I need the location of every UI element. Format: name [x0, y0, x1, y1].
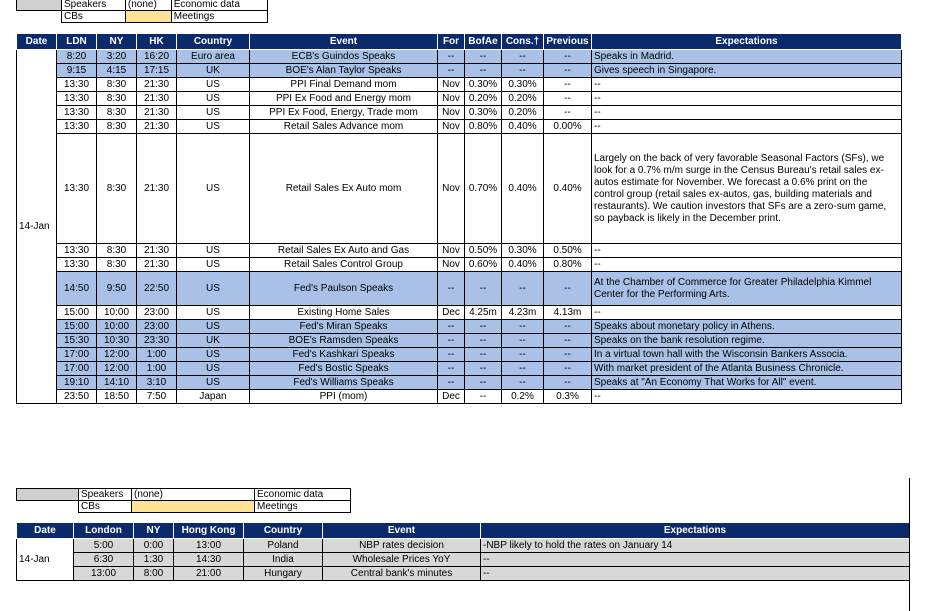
cell-exp: -- — [592, 244, 902, 258]
table-row — [17, 64, 902, 78]
cell-cons: 4.23m — [502, 306, 544, 320]
cell-exp: -- — [592, 306, 902, 320]
cell-ny: 3:20 — [97, 50, 137, 64]
cell-country: US — [177, 376, 250, 390]
cell-exp: -NBP likely to hold the rates on January 14 — [481, 539, 910, 553]
cell-country: US — [177, 106, 250, 120]
cell-event: NBP rates decision — [323, 539, 481, 553]
cell-prev: -- — [544, 106, 592, 120]
table-row — [17, 92, 902, 106]
table-row — [17, 272, 902, 306]
cell-prev: -- — [544, 272, 592, 306]
cell-bofa: 0.60% — [465, 258, 502, 272]
calendar-table-main — [16, 33, 902, 404]
table-row — [17, 50, 902, 64]
cell-ldn: 13:30 — [57, 134, 97, 244]
cell-hk: 21:30 — [137, 92, 177, 106]
cell-ldn: 9:15 — [57, 64, 97, 78]
cell-for: -- — [438, 320, 465, 334]
cell-event: Retail Sales Ex Auto and Gas — [250, 244, 438, 258]
cell-country: US — [177, 92, 250, 106]
cell-london: 5:00 — [74, 539, 134, 553]
legend-economic: Economic data — [255, 489, 351, 501]
legend-none: (none) — [132, 489, 255, 501]
cell-hk: 1:00 — [137, 348, 177, 362]
cell-bofa: -- — [465, 320, 502, 334]
legend-swatch — [17, 0, 62, 11]
cell-ny: 8:30 — [97, 78, 137, 92]
legend-economic: Economic data — [171, 0, 267, 11]
cell-cons: 0.20% — [502, 106, 544, 120]
legend-cbs: CBs — [62, 11, 126, 23]
cell-exp: -- — [592, 390, 902, 404]
cell-hk: 21:30 — [137, 258, 177, 272]
cell-ldn: 23:50 — [57, 390, 97, 404]
cell-ny: 8:30 — [97, 92, 137, 106]
cell-hk: 23:00 — [137, 306, 177, 320]
cell-ny: 8:30 — [97, 244, 137, 258]
column-header: Cons.† — [502, 34, 544, 50]
table-row — [17, 258, 902, 272]
cell-hk: 21:30 — [137, 106, 177, 120]
cell-for: Nov — [438, 78, 465, 92]
cell-for: -- — [438, 334, 465, 348]
cell-bofa: -- — [465, 376, 502, 390]
cell-exp: -- — [592, 92, 902, 106]
cell-exp: Speaks in Madrid. — [592, 50, 902, 64]
cell-ny: 4:15 — [97, 64, 137, 78]
cell-for: Dec — [438, 390, 465, 404]
cell-exp: Speaks at "An Economy That Works for All" event. — [592, 376, 902, 390]
table-row — [17, 539, 910, 553]
cell-event: Fed's Bostic Speaks — [250, 362, 438, 376]
cell-hk: 16:20 — [137, 50, 177, 64]
column-header: NY — [134, 523, 174, 539]
column-header: Hong Kong — [174, 523, 244, 539]
table-row — [17, 320, 902, 334]
cell-cons: -- — [502, 334, 544, 348]
cell-event: BOE's Ramsden Speaks — [250, 334, 438, 348]
cell-prev: -- — [544, 78, 592, 92]
cell-bofa: 0.30% — [465, 106, 502, 120]
cell-exp: -- — [592, 78, 902, 92]
cell-event: Central bank's minutes — [323, 567, 481, 581]
table-row — [17, 553, 910, 567]
cell-ldn: 15:30 — [57, 334, 97, 348]
cell-hk: 3:10 — [137, 376, 177, 390]
cell-bofa: 0.70% — [465, 134, 502, 244]
legend-speakers: Speakers — [79, 489, 132, 501]
cell-hk: 23:00 — [137, 320, 177, 334]
legend-none: (none) — [125, 0, 171, 11]
cell-london: 6:30 — [74, 553, 134, 567]
cell-for: Nov — [438, 106, 465, 120]
cell-ny: 0:00 — [134, 539, 174, 553]
cell-event: PPI Ex Food and Energy mom — [250, 92, 438, 106]
table-row — [17, 78, 902, 92]
cell-ny: 1:30 — [134, 553, 174, 567]
column-header: HK — [137, 34, 177, 50]
cell-cons: -- — [502, 376, 544, 390]
cell-bofa: -- — [465, 334, 502, 348]
table-row — [17, 134, 902, 244]
cell-ny: 12:00 — [97, 362, 137, 376]
cell-ny: 12:00 — [97, 348, 137, 362]
cell-for: -- — [438, 376, 465, 390]
date-cell: 14-Jan — [17, 539, 74, 581]
column-header: Country — [244, 523, 323, 539]
column-header: BofAe — [465, 34, 502, 50]
calendar-table-em — [16, 522, 910, 581]
cell-exp: -- — [481, 553, 910, 567]
cell-country: US — [177, 120, 250, 134]
cell-ldn: 13:30 — [57, 244, 97, 258]
cell-bofa: 4.25m — [465, 306, 502, 320]
cell-cons: 0.40% — [502, 120, 544, 134]
cell-country: Euro area — [177, 50, 250, 64]
cell-ny: 8:30 — [97, 258, 137, 272]
cell-hk: 21:30 — [137, 78, 177, 92]
cell-prev: -- — [544, 320, 592, 334]
cell-country: US — [177, 272, 250, 306]
cell-country: US — [177, 348, 250, 362]
cell-prev: 0.3% — [544, 390, 592, 404]
cell-ny: 8:30 — [97, 120, 137, 134]
legend-meetings: Meetings — [255, 501, 351, 513]
cell-event: Wholesale Prices YoY — [323, 553, 481, 567]
cell-ny: 8:30 — [97, 106, 137, 120]
cell-event: Existing Home Sales — [250, 306, 438, 320]
cell-hk: 17:15 — [137, 64, 177, 78]
cell-prev: 4.13m — [544, 306, 592, 320]
cell-for: Nov — [438, 244, 465, 258]
cell-exp: -- — [592, 120, 902, 134]
cell-cons: 0.2% — [502, 390, 544, 404]
cell-event: Retail Sales Ex Auto mom — [250, 134, 438, 244]
cell-ny: 9:50 — [97, 272, 137, 306]
cell-bofa: -- — [465, 50, 502, 64]
cell-event: PPI Final Demand mom — [250, 78, 438, 92]
cell-exp: -- — [592, 258, 902, 272]
cell-prev: 0.40% — [544, 134, 592, 244]
cell-for: -- — [438, 50, 465, 64]
column-header: London — [74, 523, 134, 539]
cell-hk: 13:00 — [174, 539, 244, 553]
cell-london: 13:00 — [74, 567, 134, 581]
cell-prev: -- — [544, 64, 592, 78]
cell-for: Nov — [438, 258, 465, 272]
table-row — [17, 334, 902, 348]
cell-ny: 14:10 — [97, 376, 137, 390]
cell-prev: -- — [544, 92, 592, 106]
cell-for: -- — [438, 64, 465, 78]
cell-event: Fed's Williams Speaks — [250, 376, 438, 390]
cell-ny: 10:00 — [97, 306, 137, 320]
column-header: Event — [250, 34, 438, 50]
cell-for: -- — [438, 272, 465, 306]
column-header: Previous — [544, 34, 592, 50]
cell-country: Japan — [177, 390, 250, 404]
cell-cons: -- — [502, 348, 544, 362]
cell-exp: Gives speech in Singapore. — [592, 64, 902, 78]
cell-exp: Speaks on the bank resolution regime. — [592, 334, 902, 348]
column-header: Expectations — [592, 34, 902, 50]
column-header: Expectations — [481, 523, 910, 539]
cell-prev: -- — [544, 362, 592, 376]
cell-hk: 21:30 — [137, 120, 177, 134]
cell-cons: 0.20% — [502, 92, 544, 106]
cell-prev: -- — [544, 334, 592, 348]
cell-bofa: -- — [465, 348, 502, 362]
cell-event: Retail Sales Advance mom — [250, 120, 438, 134]
table-row — [17, 244, 902, 258]
cell-country: US — [177, 258, 250, 272]
cell-prev: 0.50% — [544, 244, 592, 258]
cell-hk: 1:00 — [137, 362, 177, 376]
table-row — [17, 106, 902, 120]
column-header: Date — [17, 34, 57, 50]
cell-ldn: 15:00 — [57, 320, 97, 334]
cell-country: US — [177, 306, 250, 320]
cell-event: BOE's Alan Taylor Speaks — [250, 64, 438, 78]
legend-swatch — [17, 489, 79, 501]
cell-cons: 0.30% — [502, 244, 544, 258]
cell-country: UK — [177, 64, 250, 78]
date-cell: 14-Jan — [17, 50, 57, 404]
cell-ldn: 13:30 — [57, 106, 97, 120]
cell-for: Nov — [438, 120, 465, 134]
cell-ny: 8:30 — [97, 134, 137, 244]
cell-country: US — [177, 78, 250, 92]
cell-ldn: 13:30 — [57, 258, 97, 272]
legend-top — [16, 0, 268, 23]
cell-ldn: 17:00 — [57, 348, 97, 362]
cell-ny: 10:00 — [97, 320, 137, 334]
cell-ldn: 13:30 — [57, 92, 97, 106]
cell-ny: 8:00 — [134, 567, 174, 581]
cell-event: ECB's Guindos Speaks — [250, 50, 438, 64]
table-row — [17, 376, 902, 390]
cell-prev: -- — [544, 348, 592, 362]
cell-bofa: 0.20% — [465, 92, 502, 106]
cell-for: -- — [438, 362, 465, 376]
cell-country: UK — [177, 334, 250, 348]
cell-country: Hungary — [244, 567, 323, 581]
cell-exp: Largely on the back of very favorable Seasonal Factors (SFs), we look for a 0.7% m/m surge in the Census Bureau's retail sales ex-autos estimate for November. We forecast a 0.6% print on the control group (retail sales ex-autos, gas, building materials and restaurants). We caution investors that SFs are a zero-sum game, so payback is likely in the December print. — [592, 134, 902, 244]
cell-bofa: 0.30% — [465, 78, 502, 92]
cell-event: PPI (mom) — [250, 390, 438, 404]
legend-bottom — [16, 488, 351, 513]
cell-country: India — [244, 553, 323, 567]
cell-event: Fed's Kashkari Speaks — [250, 348, 438, 362]
cell-bofa: 0.50% — [465, 244, 502, 258]
column-header: For — [438, 34, 465, 50]
cell-hk: 21:00 — [174, 567, 244, 581]
cell-cons: -- — [502, 272, 544, 306]
cell-prev: 0.80% — [544, 258, 592, 272]
table-row — [17, 120, 902, 134]
cell-for: Nov — [438, 134, 465, 244]
cell-hk: 14:30 — [174, 553, 244, 567]
cell-bofa: -- — [465, 362, 502, 376]
cell-country: US — [177, 134, 250, 244]
cell-hk: 23:30 — [137, 334, 177, 348]
cell-cons: 0.40% — [502, 258, 544, 272]
cell-for: -- — [438, 348, 465, 362]
cell-for: Nov — [438, 92, 465, 106]
table-row — [17, 348, 902, 362]
table-row — [17, 362, 902, 376]
cell-event: Fed's Paulson Speaks — [250, 272, 438, 306]
column-header: Country — [177, 34, 250, 50]
column-header: Event — [323, 523, 481, 539]
cell-exp: -- — [592, 106, 902, 120]
cell-cons: 0.40% — [502, 134, 544, 244]
cell-cons: -- — [502, 362, 544, 376]
table-row — [17, 390, 902, 404]
table-row — [17, 567, 910, 581]
cell-exp: With market president of the Atlanta Business Chronicle. — [592, 362, 902, 376]
cell-cons: -- — [502, 64, 544, 78]
cell-ldn: 19:10 — [57, 376, 97, 390]
legend-meetings: Meetings — [171, 11, 267, 23]
cell-exp: In a virtual town hall with the Wisconsin Bankers Associa. — [592, 348, 902, 362]
cell-country: US — [177, 244, 250, 258]
cell-prev: 0.00% — [544, 120, 592, 134]
cell-event: PPI Ex Food, Energy, Trade mom — [250, 106, 438, 120]
cell-hk: 7:50 — [137, 390, 177, 404]
cell-event: Fed's Miran Speaks — [250, 320, 438, 334]
cell-exp: -- — [481, 567, 910, 581]
cell-event: Retail Sales Control Group — [250, 258, 438, 272]
cell-ldn: 13:30 — [57, 78, 97, 92]
cell-ny: 18:50 — [97, 390, 137, 404]
column-header: LDN — [57, 34, 97, 50]
cell-bofa: -- — [465, 272, 502, 306]
cell-cons: -- — [502, 50, 544, 64]
legend-speakers: Speakers — [62, 0, 126, 11]
cell-ldn: 14:50 — [57, 272, 97, 306]
column-header: Date — [17, 523, 74, 539]
cell-ldn: 17:00 — [57, 362, 97, 376]
legend-none-swatch — [132, 501, 255, 513]
cell-ldn: 15:00 — [57, 306, 97, 320]
column-header: NY — [97, 34, 137, 50]
cell-for: Dec — [438, 306, 465, 320]
cell-country: US — [177, 320, 250, 334]
cell-prev: -- — [544, 50, 592, 64]
cell-exp: Speaks about monetary policy in Athens. — [592, 320, 902, 334]
legend-none-swatch — [125, 11, 171, 23]
cell-country: Poland — [244, 539, 323, 553]
cell-prev: -- — [544, 376, 592, 390]
table-row — [17, 306, 902, 320]
cell-hk: 22:50 — [137, 272, 177, 306]
cell-cons: -- — [502, 320, 544, 334]
cell-exp: At the Chamber of Commerce for Greater Philadelphia Kimmel Center for the Performing Arts. — [592, 272, 902, 306]
cell-bofa: 0.80% — [465, 120, 502, 134]
legend-cbs: CBs — [79, 501, 132, 513]
cell-hk: 21:30 — [137, 244, 177, 258]
cell-bofa: -- — [465, 390, 502, 404]
cell-cons: 0.30% — [502, 78, 544, 92]
cell-ldn: 13:30 — [57, 120, 97, 134]
cell-bofa: -- — [465, 64, 502, 78]
cell-ldn: 8:20 — [57, 50, 97, 64]
separator-line — [909, 478, 910, 611]
cell-country: US — [177, 362, 250, 376]
cell-ny: 10:30 — [97, 334, 137, 348]
cell-hk: 21:30 — [137, 134, 177, 244]
